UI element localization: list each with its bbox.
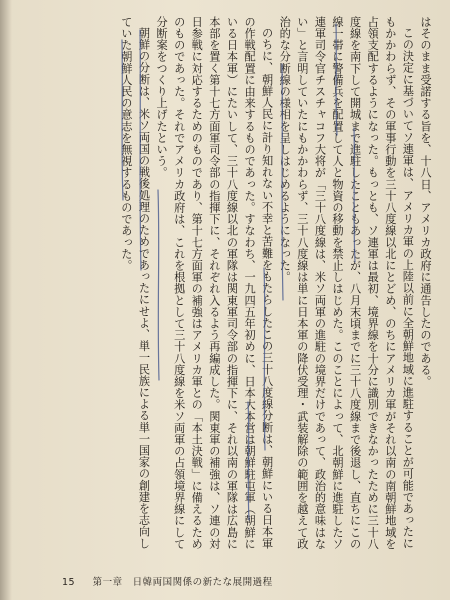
- running-title: 第一章 日韓両国関係の新たな展開過程: [92, 577, 273, 588]
- page-footer: [62, 574, 273, 588]
- paragraph-1: はそのまま受諾する旨を、十八日、アメリカ政府に通告したのである。: [419, 16, 432, 388]
- page-number: 15: [62, 577, 76, 588]
- paragraph-2: この決定に基づいてソ連軍は、アメリカ軍の上陸以前に全朝鮮地域に進駐することが可能であったにもかかわらず、その軍事行動を三十八度線以北にとどめ、のちにアメリカ軍がそれ以南の南朝鮮地域を占領支配するようになった。もっとも、ソ連軍は最初、境界線を十分に識別できなかったために三十八度線を南下して開城まで進駐したこともあったが、八月末頃までに三十八度線まで後退し、直ちにこの線一帯に警備兵を配置して人と物資の移動を禁止しはじめた。このことによって、北朝鮮に進駐したソ連軍司令官チスチャコフ大将が「三十八度線は、米ソ両軍の進駐の境界だけであって、政治的意味はない」と言明していたにもかかわらず、三十八度線は単に日本軍の降伏受理・武装解除の範囲を越えて政治的な分断線の様相を呈しはじめるようになった。: [278, 16, 415, 550]
- page-gutter-shadow: [0, 0, 12, 600]
- vertical-text-body: [52, 16, 434, 556]
- paragraph-4: 朝鮮の分断は、米ソ両国の戦後処理のためであったにせよ、単一民族による単一国家の創建を志向していた朝鮮人民の意志を無視するものであった。: [119, 16, 151, 550]
- paragraph-3: のちに、朝鮮人民に計り知れない不幸と苦難をもたらしたこの三十八度線分断は、朝鮮にいる日本軍の作戦配置に由来するものであった。すなわち、一九四五年初めに、日本大本営は朝鮮駐屯軍（朝鮮にいる日本軍）にたいして、三十八度線以北の軍隊は関東軍司令部の指揮下に、それ以南の軍隊は広島に本部を置く第十七方面軍司令部の指揮下に、それぞれ入るよう再編成した。関東軍の補強は、ソ連の対日参戦に対応するためのものであり、第十七方面軍の補強はアメリカ軍との「本土決戦」に備えるためのものであった。それでアメリカ政府は、これを根拠として三十八度線を米ソ両軍の占領境界線にして分断案をつくり上げたという。: [155, 16, 274, 550]
